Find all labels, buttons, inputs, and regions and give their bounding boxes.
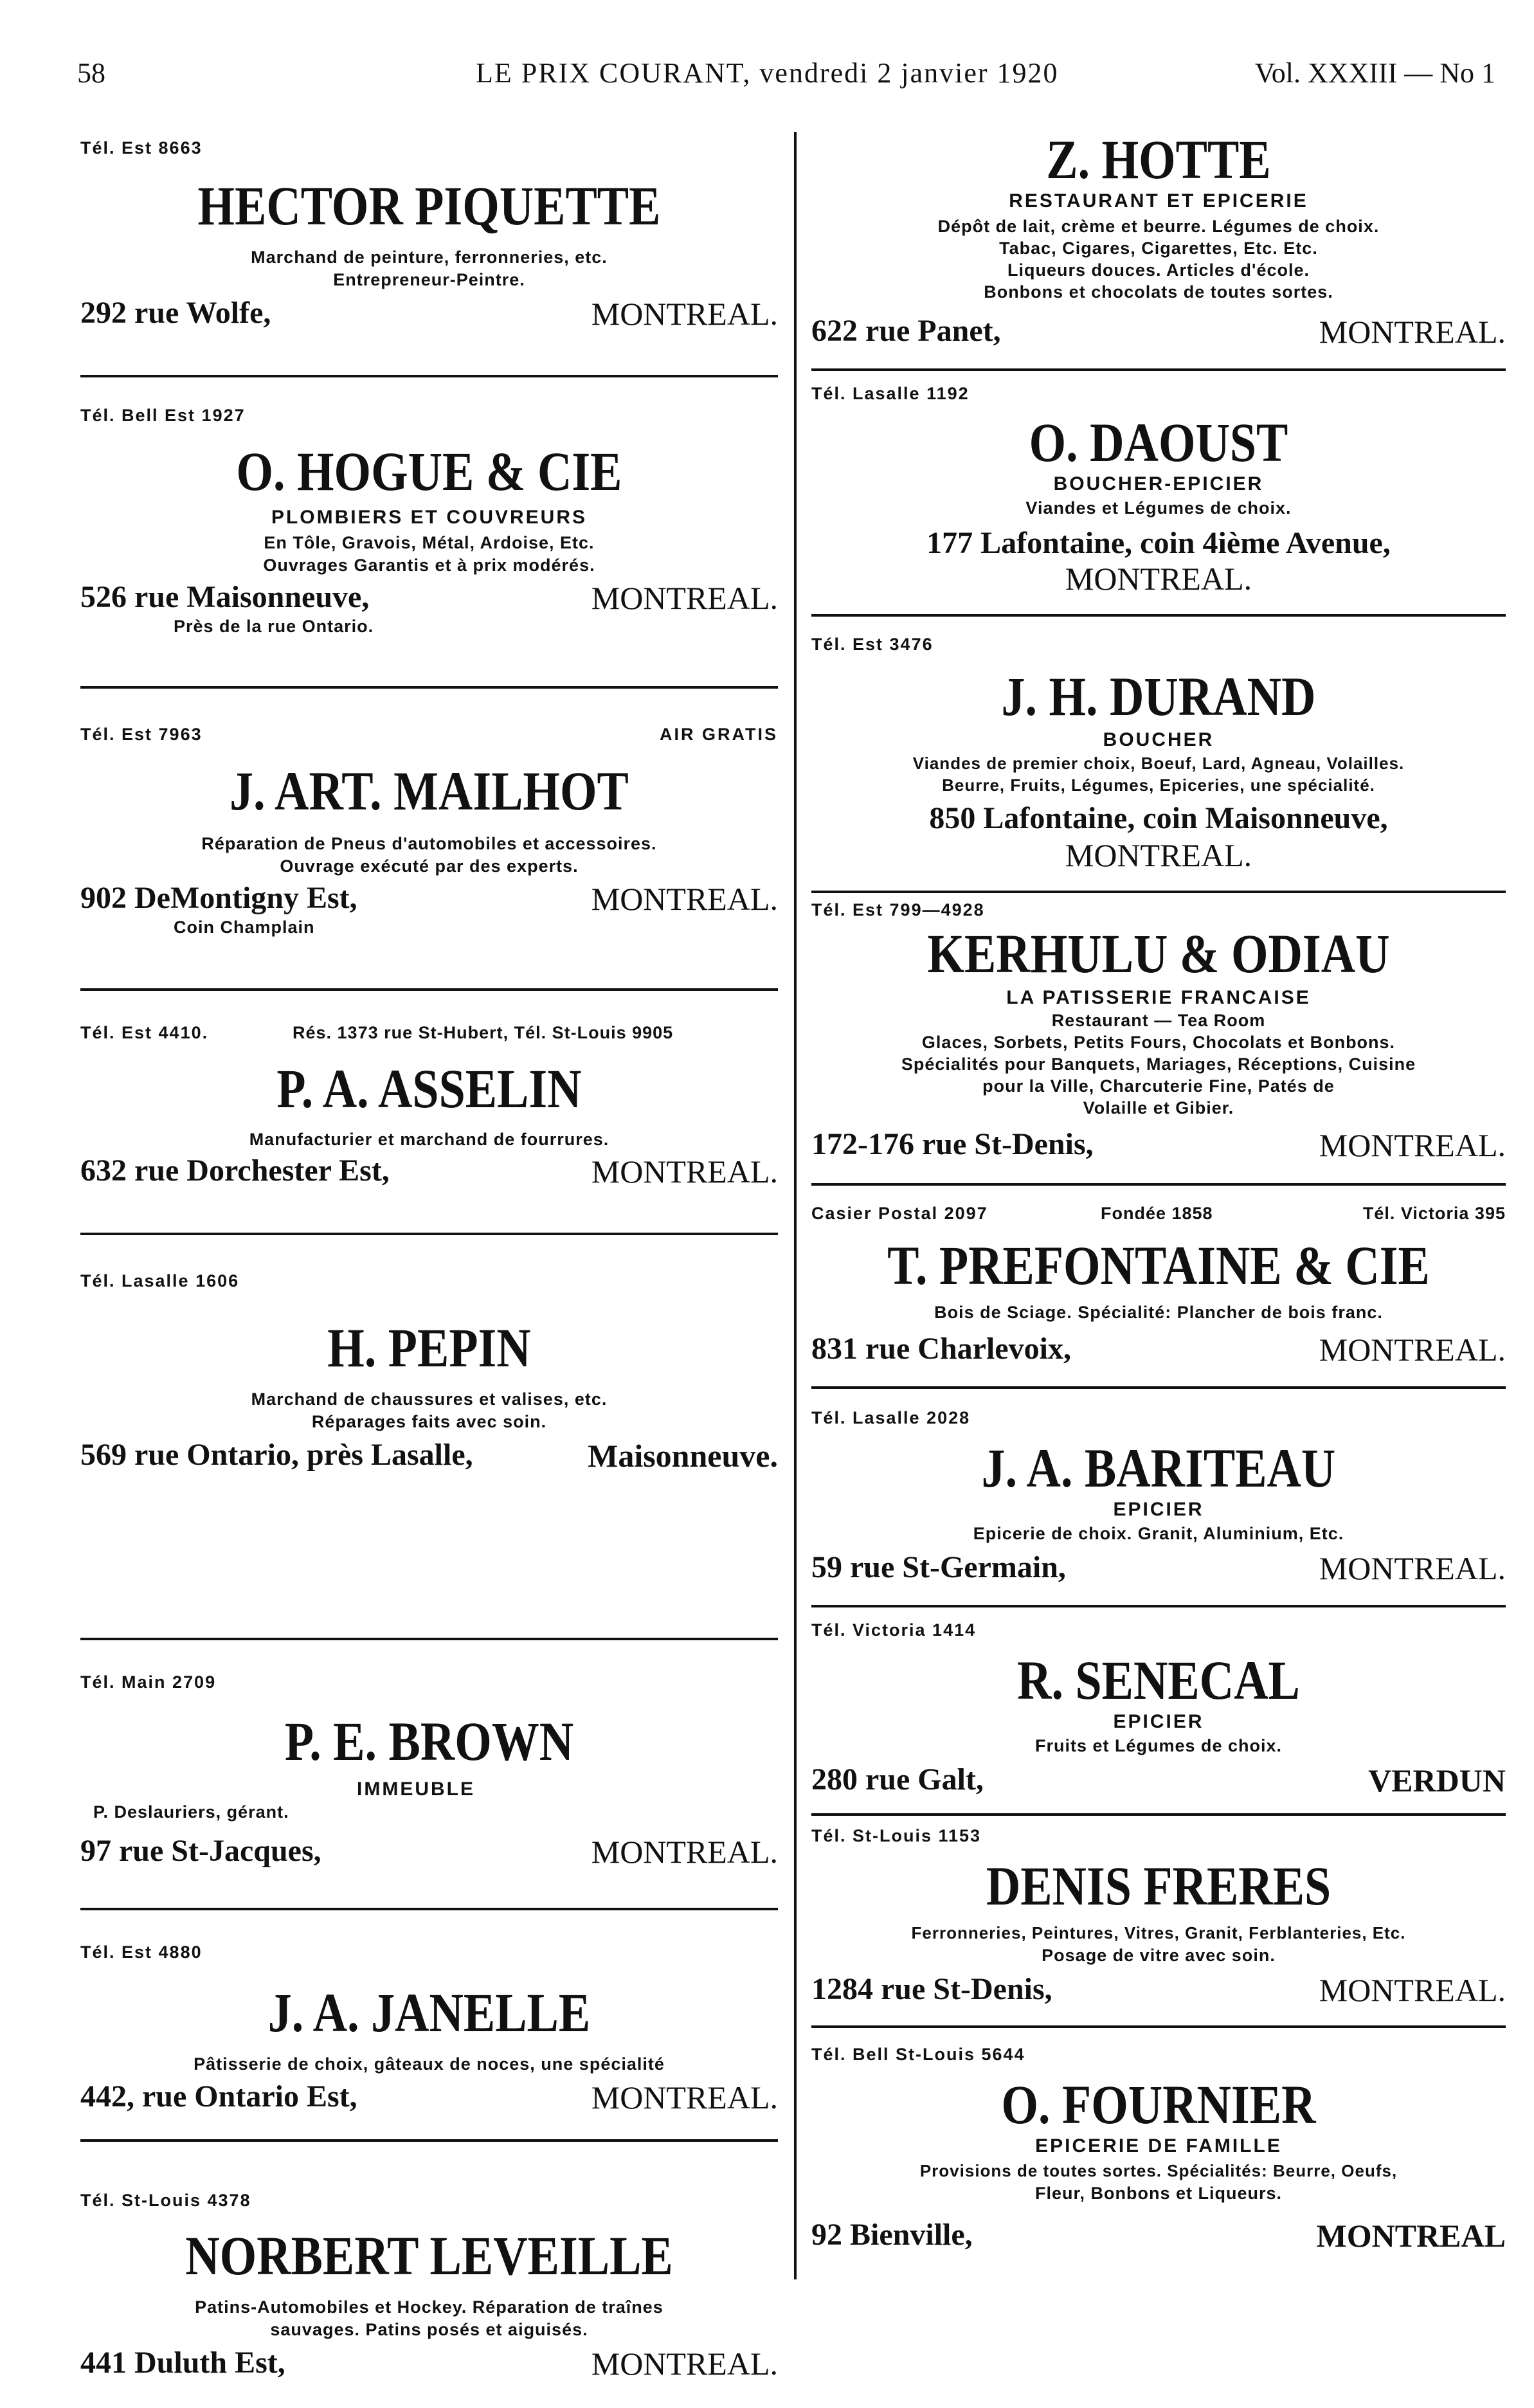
volume-number: Vol. XXXIII — No 1 [1254, 57, 1495, 89]
ad-p-e-brown [80, 1643, 778, 1913]
ad-business-name: NORBERT LEVEILLE [185, 2225, 673, 2286]
ad-description-line: Fleur, Bonbons et Liqueurs. [1034, 2184, 1283, 2203]
ad-description-line: Marchand de peinture, ferronneries, etc. [251, 248, 608, 267]
ad-norbert-leveille [80, 2144, 778, 2408]
ad-city: MONTREAL. [1065, 837, 1252, 873]
ad-telephone: Tél. Est 799—4928 [811, 900, 985, 919]
ad-telephone: Tél. Lasalle 1192 [811, 384, 970, 403]
ad-city: MONTREAL. [591, 1154, 778, 1190]
ad-description-line: Viandes et Légumes de choix. [1025, 498, 1292, 518]
ad-telephone: Tél. Lasalle 2028 [811, 1408, 971, 1427]
ad-h-pepin [80, 1238, 778, 1643]
ad-business-name: HECTOR PIQUETTE [197, 175, 661, 237]
ad-city: VERDUN [1368, 1762, 1506, 1798]
page-header [77, 57, 1495, 102]
ad-telephone: Tél. Victoria 395 [1362, 1204, 1506, 1223]
ad-description-line: Marchand de chaussures et valises, etc. [251, 1390, 608, 1409]
ad-subtitle: EPICERIE DE FAMILLE [1035, 2135, 1282, 2157]
ad-business-name: T. PREFONTAINE & CIE [887, 1235, 1430, 1296]
ad-description-line: Bonbons et chocolats de toutes sortes. [984, 282, 1333, 302]
ad-separator-rule [80, 1908, 778, 1910]
ad-subtitle: EPICIER [1113, 1499, 1204, 1520]
ad-separator-rule [80, 2139, 778, 2142]
ad-address: 441 Duluth Est, [80, 2346, 285, 2380]
ad-description-line: Tabac, Cigares, Cigarettes, Etc. Etc. [999, 239, 1318, 258]
ad-r-senecal [811, 1614, 1506, 1820]
ad-telephone: Tél. Main 2709 [80, 1672, 217, 1692]
ad-city: MONTREAL. [1319, 1972, 1506, 2008]
ad-business-name: Z. HOTTE [1046, 129, 1271, 190]
ad-description-line: Posage de vitre avec soin. [1042, 1946, 1276, 1965]
ad-telephone: Tél. Victoria 1414 [811, 1620, 977, 1640]
ad-city: MONTREAL. [591, 2346, 778, 2382]
ad-city: MONTREAL. [1065, 561, 1252, 597]
ad-address: 526 rue Maisonneuve, [80, 580, 370, 614]
ad-description-line: Patins-Automobiles et Hockey. Réparation de traînes [195, 2297, 663, 2317]
ad-kerhulu-odiau [811, 894, 1506, 1196]
ad-separator-rule [811, 891, 1506, 893]
ad-separator-rule [80, 1638, 778, 1640]
ad-description-line: Beurre, Fruits, Légumes, Epiceries, une spécialité. [942, 775, 1375, 795]
publication-title: LE PRIX COURANT, vendredi 2 janvier 1920 [476, 57, 1059, 89]
ad-note: Près de la rue Ontario. [174, 617, 374, 636]
ad-separator-rule [811, 1605, 1506, 1607]
ad-description-line: Dépôt de lait, crème et beurre. Légumes de choix. [937, 217, 1380, 236]
ad-city: MONTREAL. [1319, 1550, 1506, 1586]
ad-city: MONTREAL. [1319, 1332, 1506, 1368]
ad-business-name: J. ART. MAILHOT [230, 760, 629, 822]
ad-address: 292 rue Wolfe, [80, 296, 271, 330]
ad-address: 97 rue St-Jacques, [80, 1834, 321, 1868]
ad-denis-freres [811, 1820, 1506, 2032]
ad-description-line: Ouvrage exécuté par des experts. [280, 856, 579, 876]
ad-business-name: O. HOGUE & CIE [236, 440, 622, 502]
ad-address: 902 DeMontigny Est, [80, 881, 357, 915]
ad-hector-piquette [80, 125, 778, 376]
ad-telephone: Tél. Est 7963 [80, 725, 203, 744]
ad-address: 442, rue Ontario Est, [80, 2079, 357, 2114]
ad-separator-rule [811, 2025, 1506, 2028]
ad-description-line: Réparation de Pneus d'automobiles et accessoires. [201, 834, 657, 853]
ad-business-name: R. SENECAL [1017, 1649, 1300, 1711]
ad-subtitle: BOUCHER-EPICIER [1053, 473, 1264, 494]
ad-description-line: pour la Ville, Charcuterie Fine, Patés de [982, 1076, 1335, 1096]
ad-address: 850 Lafontaine, coin Maisonneuve, [929, 801, 1388, 835]
ad-manager-note: P. Deslauriers, gérant. [93, 1802, 289, 1822]
ad-description-line: Réparages faits avec soin. [311, 1412, 547, 1431]
ad-description-line: Fruits et Légumes de choix. [1034, 1736, 1283, 1755]
ad-founded-note: Fondée 1858 [1101, 1204, 1213, 1223]
ad-separator-rule [80, 988, 778, 991]
ad-description-line: Liqueurs douces. Articles d'école. [1007, 260, 1310, 280]
ad-business-name: DENIS FRERES [986, 1855, 1331, 1917]
ad-o-hogue [80, 383, 778, 691]
ad-description-line: Bois de Sciage. Spécialité: Plancher de bois franc. [934, 1303, 1383, 1322]
ad-business-name: J. H. DURAND [1001, 665, 1316, 727]
ad-city: MONTREAL. [591, 1834, 778, 1870]
ad-subtitle: BOUCHER [1103, 729, 1214, 750]
ad-business-name: P. E. BROWN [284, 1710, 574, 1772]
ad-j-art-mailhot [80, 691, 778, 993]
ad-j-a-janelle [80, 1913, 778, 2144]
ad-description-line: Restaurant — Tea Room [1051, 1011, 1266, 1030]
ad-address: 1284 rue St-Denis, [811, 1972, 1052, 2006]
ad-subtitle: EPICIER [1113, 1711, 1204, 1732]
ad-address: 172-176 rue St-Denis, [811, 1127, 1094, 1161]
ad-address: 622 rue Panet, [811, 314, 1001, 348]
ad-business-name: O. FOURNIER [1001, 2074, 1316, 2135]
ad-telephone: Tél. Est 3476 [811, 635, 934, 654]
ad-description-line: Ouvrages Garantis et à prix modérés. [263, 556, 595, 575]
ad-address: 59 rue St-Germain, [811, 1550, 1066, 1584]
ad-j-a-bariteau [811, 1402, 1506, 1614]
ad-business-name: J. A. BARITEAU [981, 1437, 1336, 1499]
ad-city: MONTREAL [1316, 2218, 1506, 2254]
ad-business-name: KERHULU & ODIAU [927, 923, 1390, 984]
ad-description-line: Spécialités pour Banquets, Mariages, Réceptions, Cuisine [901, 1055, 1416, 1074]
ad-telephone: Tél. Lasalle 1606 [80, 1271, 240, 1290]
ad-business-name: O. DAOUST [1029, 412, 1288, 473]
ad-city: MONTREAL. [591, 2079, 778, 2115]
ad-telephone: Tél. Bell Est 1927 [80, 406, 246, 425]
ad-residence-note: Rés. 1373 rue St-Hubert, Tél. St-Louis 9905 [293, 1023, 674, 1042]
ad-address: 177 Lafontaine, coin 4ième Avenue, [926, 526, 1391, 560]
ad-address: 569 rue Ontario, près Lasalle, [80, 1438, 473, 1472]
ad-subtitle: PLOMBIERS ET COUVREURS [271, 507, 588, 528]
ad-description-line: Epicerie de choix. Granit, Aluminium, Etc. [973, 1524, 1344, 1543]
ad-city: MONTREAL. [591, 881, 778, 917]
ad-description-line: En Tôle, Gravois, Métal, Ardoise, Etc. [264, 533, 595, 552]
ad-o-daoust [811, 376, 1506, 620]
ad-address: 831 rue Charlevoix, [811, 1332, 1071, 1366]
ad-separator-rule [811, 1183, 1506, 1186]
ad-postal-box: Casier Postal 2097 [811, 1204, 988, 1223]
ad-address: 632 rue Dorchester Est, [80, 1154, 390, 1188]
ad-separator-rule [811, 368, 1506, 371]
ad-separator-rule [80, 686, 778, 689]
ad-telephone: Tél. Est 4880 [80, 1942, 203, 1962]
ad-city: MONTREAL. [1319, 314, 1506, 350]
ad-subtitle: IMMEUBLE [357, 1779, 475, 1800]
ad-city: MONTREAL. [591, 580, 778, 616]
ad-separator-rule [80, 375, 778, 377]
ad-telephone: Tél. Bell St-Louis 5644 [811, 2045, 1025, 2064]
ad-separator-rule [811, 1386, 1506, 1389]
ad-address: 280 rue Galt, [811, 1762, 984, 1797]
ad-address: 92 Bienville, [811, 2218, 973, 2252]
ad-business-name: H. PEPIN [327, 1317, 531, 1379]
ad-description-line: Entrepreneur-Peintre. [333, 270, 525, 289]
ad-description-line: sauvages. Patins posés et aiguisés. [270, 2320, 588, 2339]
ad-business-name: J. A. JANELLE [267, 1982, 591, 2043]
ad-z-hotte [811, 125, 1506, 376]
page-number: 58 [77, 57, 105, 89]
ad-o-fournier [811, 2032, 1506, 2283]
ad-description-line: Manufacturier et marchand de fourrures. [249, 1130, 609, 1149]
ad-separator-rule [80, 1233, 778, 1235]
ad-description-line: Viandes de premier choix, Boeuf, Lard, Agneau, Volailles. [912, 754, 1405, 773]
ad-subtitle: LA PATISSERIE FRANCAISE [1006, 987, 1311, 1008]
ad-separator-rule [811, 614, 1506, 617]
ad-city: Maisonneuve. [588, 1438, 778, 1474]
ad-subtitle: RESTAURANT ET EPICERIE [1009, 190, 1308, 212]
ad-separator-rule [811, 1813, 1506, 1816]
ad-description-line: Glaces, Sorbets, Petits Fours, Chocolats et Bonbons. [921, 1033, 1396, 1052]
ad-telephone: Tél. St-Louis 4378 [80, 2191, 251, 2210]
ad-telephone: Tél. Est 4410. [80, 1023, 209, 1042]
ad-top-right-note: AIR GRATIS [660, 725, 778, 744]
ad-note: Coin Champlain [174, 918, 315, 937]
ad-business-name: P. A. ASSELIN [276, 1058, 582, 1119]
ad-t-prefontaine [811, 1196, 1506, 1402]
ad-p-a-asselin [80, 993, 778, 1238]
ad-telephone: Tél. St-Louis 1153 [811, 1826, 982, 1845]
ad-description-line: Provisions de toutes sortes. Spécialités: Beurre, Oeufs, [919, 2161, 1398, 2180]
ad-telephone: Tél. Est 8663 [80, 138, 203, 158]
ad-description-line: Pâtisserie de choix, gâteaux de noces, une spécialité [194, 2054, 665, 2074]
column-divider [794, 132, 797, 2279]
ad-city: MONTREAL. [1319, 1127, 1506, 1163]
ad-description-line: Volaille et Gibier. [1083, 1098, 1234, 1118]
ad-city: MONTREAL. [591, 296, 778, 332]
ad-description-line: Ferronneries, Peintures, Vitres, Granit, Ferblanteries, Etc. [911, 1923, 1406, 1942]
